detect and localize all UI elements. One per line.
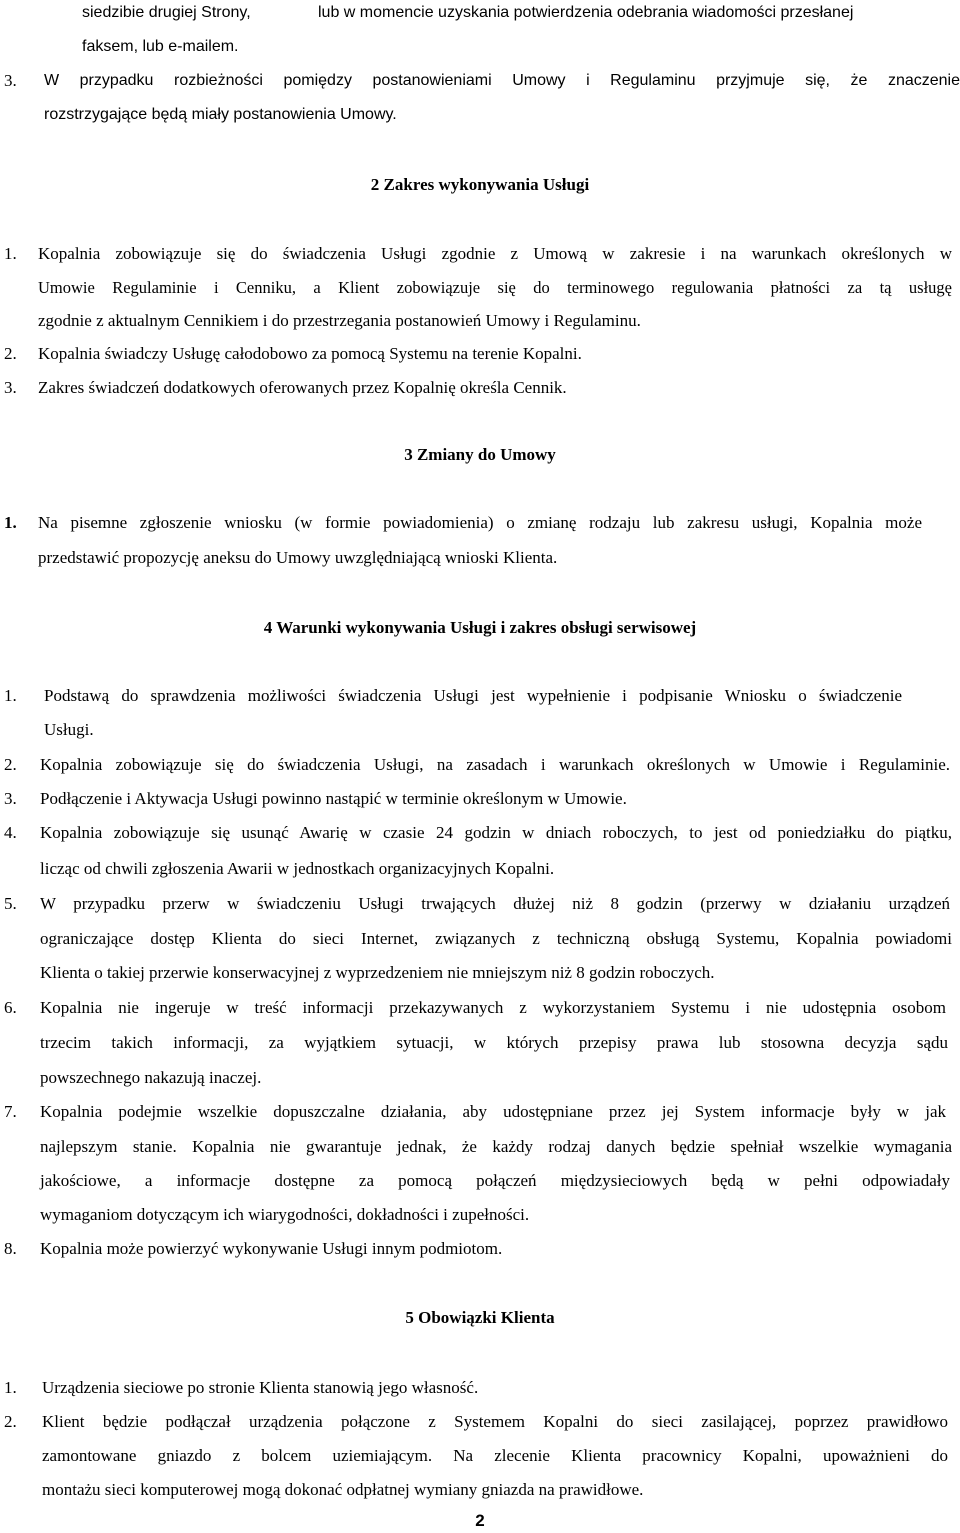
text-line-content: zamontowane gniazdo z bolcem uziemiającym. Na zlecenie Klienta pracownicy Kopalni, upoważnieni do (42, 1446, 948, 1465)
text-line: montażu sieci komputerowej mogą dokonać odpłatnej wymiany gniazda na prawidłowe. (42, 1480, 644, 1499)
text-line-content: Na pisemne zgłoszenie wniosku (w formie powiadomienia) o zmianę rodzaju lub zakresu usługi, Kopalnia może (38, 513, 922, 532)
text-line (44, 686, 902, 706)
text-line: przedstawić propozycję aneksu do Umowy uwzględniającą wnioski Klienta. (38, 548, 558, 567)
item-number: 1. (4, 686, 17, 705)
section-heading: 2 Zakres wykonywania Usługi (370, 175, 590, 194)
text-line (40, 755, 950, 775)
text-line: powszechnego nakazują inaczej. (40, 1068, 262, 1087)
item-number: 3. (4, 789, 17, 808)
text-line: lub w momencie uzyskania potwierdzenia odebrania wiadomości przesłanej (318, 4, 854, 21)
text-line-content: Umowie Regulaminie i Cenniku, a Klient zobowiązuje się do terminowego regulowania płatności za tą usługę (38, 278, 952, 297)
text-line: Usługi. (44, 720, 94, 739)
text-line (40, 894, 950, 914)
item-number: 1. (4, 244, 17, 263)
text-line (44, 71, 960, 91)
text-line-content: Klient będzie podłączał urządzenia połączone z Systemem Kopalni do sieci zasilającej, poprzez prawidłowo (42, 1412, 948, 1431)
text-line-content: Kopalnia zobowiązuje się usunąć Awarię w czasie 24 godzin w dniach roboczych, to jest od poniedziałku do piątku, (40, 823, 952, 842)
text-line (38, 244, 952, 264)
text-line: Podłączenie i Aktywacja Usługi powinno nastąpić w terminie określonym w Umowie. (40, 789, 627, 808)
text-line-content: W przypadku rozbieżności pomiędzy postanowieniami Umowy i Regulaminu przyjmuje się, że znaczenie (44, 72, 960, 89)
text-line (40, 1137, 952, 1157)
text-line-content: jakościowe, a informacje dostępne za pomocą połączeń międzysieciowych będą w pełni odpowiadały (40, 1171, 950, 1190)
text-line: Kopalnia może powierzyć wykonywanie Usługi innym podmiotom. (40, 1239, 503, 1258)
text-line-content: Kopalnia zobowiązuje się do świadczenia Usługi, na zasadach i warunkach określonych w Umowie i Regulaminie. (40, 755, 950, 774)
text-line-content: W przypadku przerw w świadczeniu Usługi trwających dłużej niż 8 godzin (przerwy w działaniu urządzeń (40, 894, 950, 913)
item-number: 5. (4, 894, 17, 913)
section-heading: 4 Warunki wykonywania Usługi i zakres obsługi serwisowej (263, 618, 697, 637)
text-line (40, 929, 952, 949)
item-number: 3. (4, 71, 17, 90)
item-number: 2. (4, 1412, 17, 1431)
text-line (40, 823, 952, 843)
text-line (42, 1412, 948, 1432)
text-line: licząc od chwili zgłoszenia Awarii w jednostkach organizacyjnych Kopalni. (40, 859, 555, 878)
text-line-content: Podstawą do sprawdzenia możliwości świadczenia Usługi jest wypełnienie i podpisanie Wniosku o świadczenie (44, 686, 902, 705)
text-line (40, 1102, 946, 1122)
text-line: faksem, lub e-mailem. (82, 38, 239, 55)
text-line (40, 998, 946, 1018)
text-line (40, 1171, 950, 1191)
item-number: 8. (4, 1239, 17, 1258)
text-line-content: ograniczające dostęp Klienta do sieci Internet, związanych z techniczną obsługą Systemu, Kopalnia powiadomi (40, 929, 952, 948)
section-heading: 3 Zmiany do Umowy (404, 445, 556, 464)
item-number: 1. (4, 513, 17, 532)
item-number: 2. (4, 755, 17, 774)
item-number: 7. (4, 1102, 17, 1121)
text-line: rozstrzygające będą miały postanowienia Umowy. (44, 106, 397, 123)
item-number: 3. (4, 378, 17, 397)
text-line-content: trzecim takich informacji, za wyjątkiem sytuacji, w których przepisy prawa lub stosowna decyzja sądu (40, 1033, 948, 1052)
text-line: Kopalnia świadczy Usługę całodobowo za pomocą Systemu na terenie Kopalni. (38, 344, 582, 363)
text-line (38, 513, 922, 533)
text-line (42, 1446, 948, 1466)
item-number: 1. (4, 1378, 17, 1397)
item-number: 4. (4, 823, 17, 842)
text-line: siedzibie drugiej Strony, (82, 4, 251, 21)
text-line: Urządzenia sieciowe po stronie Klienta stanowią jego własność. (42, 1378, 479, 1397)
item-number: 6. (4, 998, 17, 1017)
text-line: zgodnie z aktualnym Cennikiem i do przestrzegania postanowień Umowy i Regulaminu. (38, 311, 641, 330)
text-line-content: Kopalnia nie ingeruje w treść informacji przekazywanych z wykorzystaniem Systemu i nie udostępnia osobom (40, 998, 946, 1017)
text-line: Klienta o takiej przerwie konserwacyjnej z wyprzedzeniem nie mniejszym niż 8 godzin roboczych. (40, 963, 715, 982)
text-line: wymaganiom dotyczącym ich wiarygodności, dokładności i zupełności. (40, 1205, 530, 1224)
text-line: Zakres świadczeń dodatkowych oferowanych przez Kopalnię określa Cennik. (38, 378, 567, 397)
text-line (38, 278, 952, 298)
section-heading: 5 Obowiązki Klienta (405, 1308, 555, 1327)
text-line-content: Kopalnia podejmie wszelkie dopuszczalne działania, aby udostępniane przez jej System informacje były w jak (40, 1102, 946, 1121)
text-line (40, 1033, 948, 1053)
item-number: 2. (4, 344, 17, 363)
text-line-content: najlepszym stanie. Kopalnia nie gwarantuje jednak, że każdy rodzaj danych będzie spełniał wszelkie wymagania (40, 1137, 952, 1156)
text-line-content: Kopalnia zobowiązuje się do świadczenia Usługi zgodnie z Umową w zakresie i na warunkach określonych w (38, 244, 952, 263)
page-number: 2 (475, 1511, 485, 1530)
